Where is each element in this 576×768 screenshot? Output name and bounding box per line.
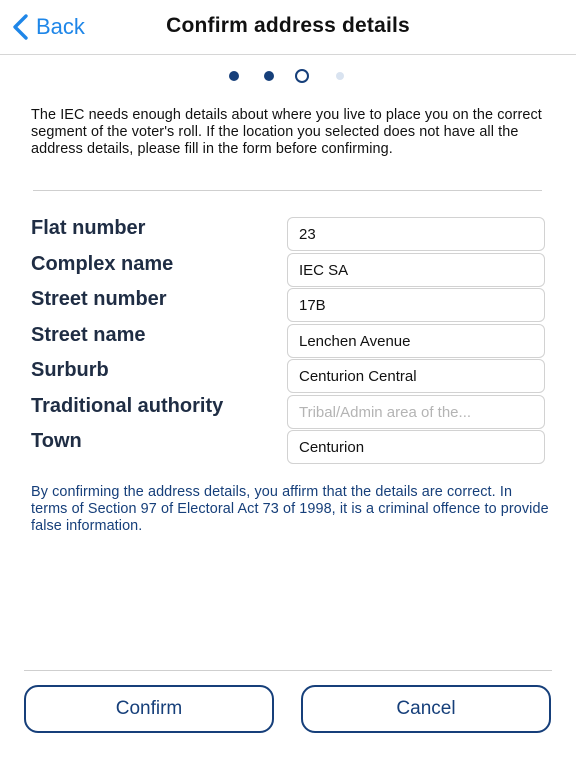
cancel-button[interactable]: Cancel: [301, 685, 551, 733]
legal-disclaimer: By confirming the address details, you affirm that the details are correct. In terms of Section 97 of Electoral Act 73 of 1998, it is a criminal offence to provide false information.: [31, 484, 549, 534]
suburb-input[interactable]: [287, 359, 545, 393]
field-label: Complex name: [31, 253, 174, 275]
field-label: Town: [31, 430, 82, 452]
complex-name-input[interactable]: [287, 253, 545, 287]
step-dot-2: [264, 71, 274, 81]
form-row-suburb: [31, 359, 547, 395]
street-number-input[interactable]: [287, 288, 545, 322]
field-label: Traditional authority: [31, 395, 224, 417]
step-dot-4: [336, 72, 344, 80]
navigation-bar: [0, 0, 576, 55]
field-label: Street number: [31, 288, 167, 310]
form-row-town: [31, 430, 547, 466]
form-row-traditional-authority: [31, 395, 547, 431]
street-name-input[interactable]: [287, 324, 545, 358]
step-dot-3-current: [295, 69, 309, 83]
divider-bottom: [24, 670, 552, 671]
field-label: Flat number: [31, 217, 146, 239]
form-row-street-number: [31, 288, 547, 324]
page-title: [0, 14, 576, 38]
form-row-complex-name: [31, 253, 547, 289]
town-input[interactable]: [287, 430, 545, 464]
field-label: Surburb: [31, 359, 109, 381]
intro-text: The IEC needs enough details about where you live to place you on the correct segment of the voter's roll. If the location you selected does not have all the address details, please fill in the form before confirming.: [31, 107, 542, 157]
traditional-authority-input[interactable]: [287, 395, 545, 429]
form-row-street-name: [31, 324, 547, 360]
back-button-label: Back: [36, 14, 85, 39]
confirm-button[interactable]: Confirm: [24, 685, 274, 733]
step-indicator: [0, 66, 576, 86]
field-label: Street name: [31, 324, 146, 346]
page-title-text: Confirm address details: [166, 14, 410, 37]
divider-top: [33, 190, 542, 191]
form-row-flat-number: [31, 217, 547, 253]
step-dot-1: [229, 71, 239, 81]
flat-number-input[interactable]: [287, 217, 545, 251]
